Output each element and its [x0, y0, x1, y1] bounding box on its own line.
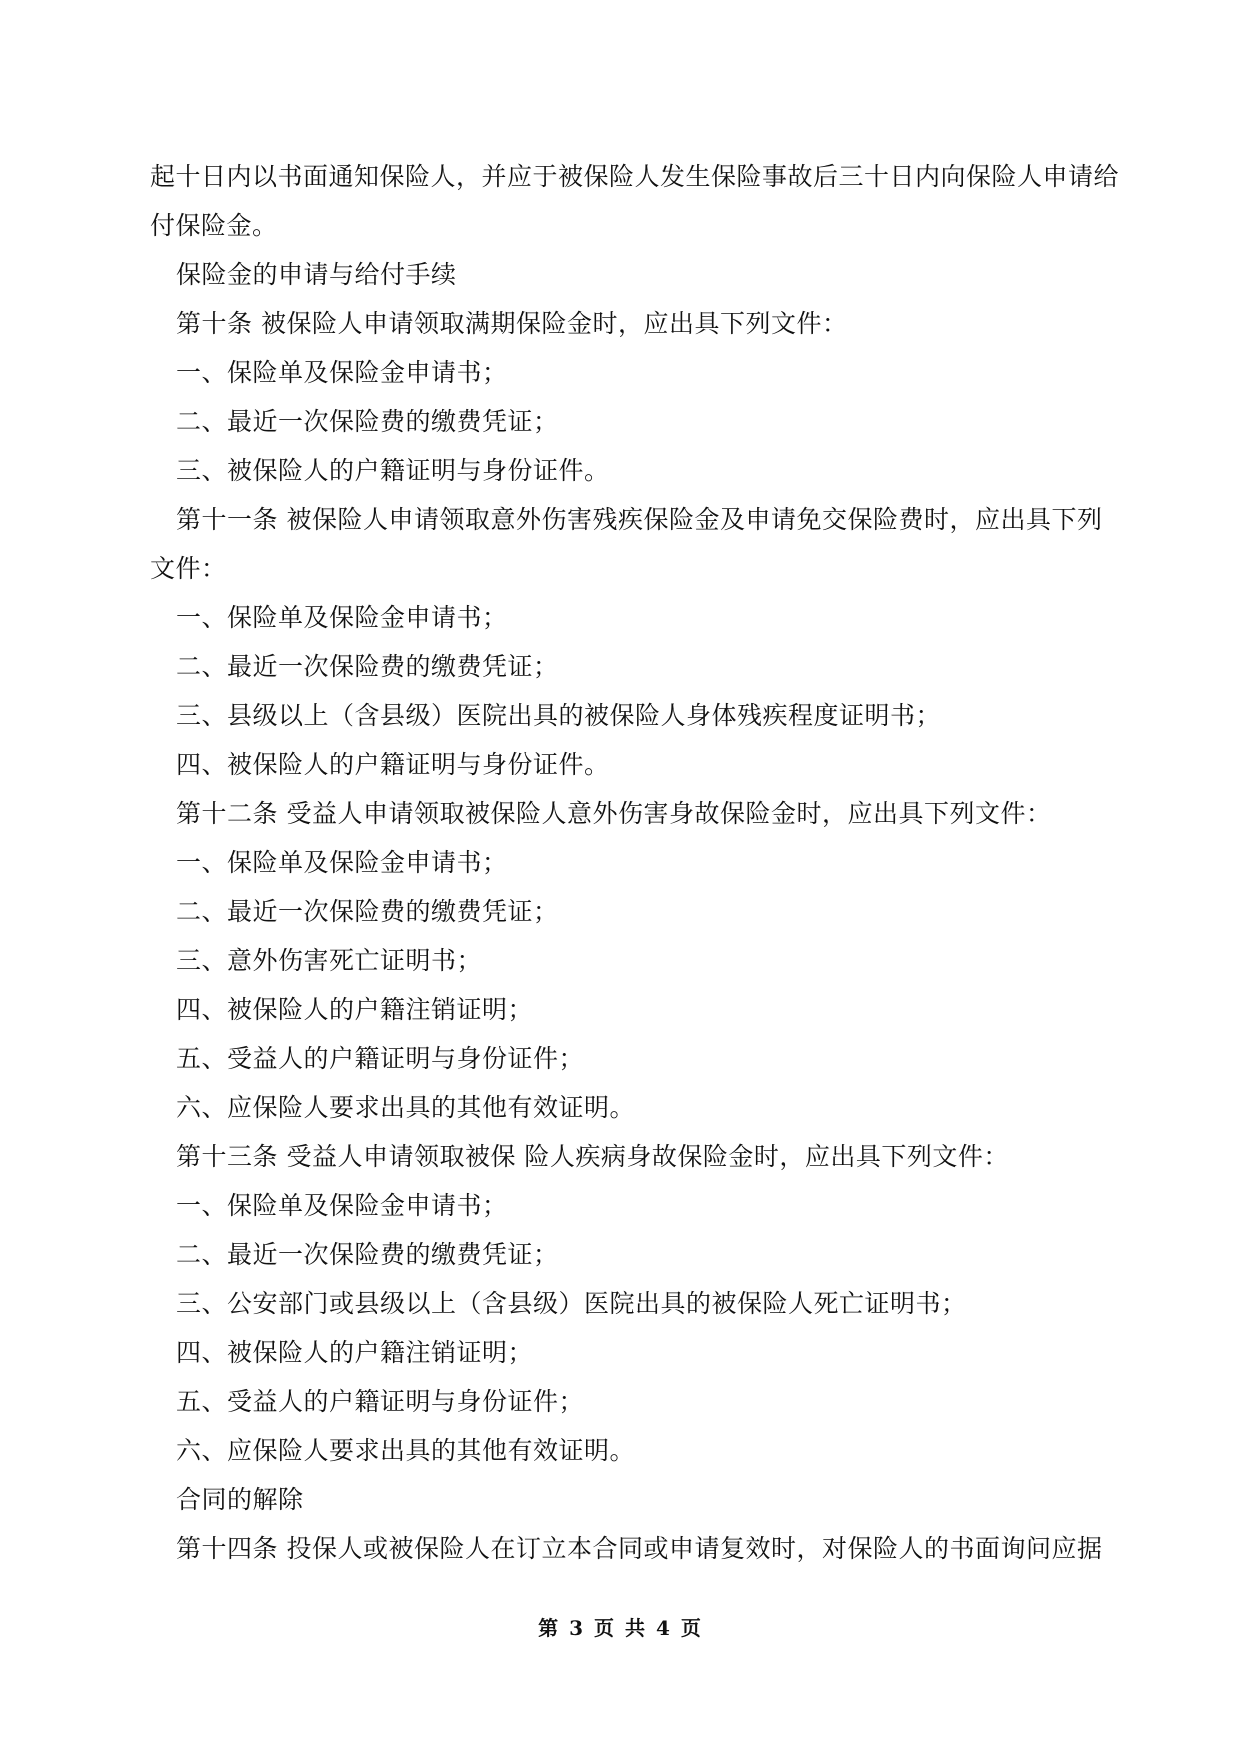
list-item: 四、被保险人的户籍证明与身份证件。 [176, 750, 610, 779]
list-item: 三、意外伤害死亡证明书； [176, 946, 483, 975]
article-line: 第十条 被保险人申请领取满期保险金时，应出具下列文件： [176, 309, 848, 338]
article-line: 第十三条 受益人申请领取被保 险人疾病身故保险金时，应出具下列文件： [176, 1142, 1009, 1171]
text-line: 付保险金。 [150, 211, 278, 240]
section-heading: 保险金的申请与给付手续 [176, 260, 457, 289]
list-item: 一、保险单及保险金申请书； [176, 603, 508, 632]
list-item: 五、受益人的户籍证明与身份证件； [176, 1044, 585, 1073]
list-item: 一、保险单及保险金申请书； [176, 1191, 508, 1220]
list-item: 六、应保险人要求出具的其他有效证明。 [176, 1093, 636, 1122]
list-item: 一、保险单及保险金申请书； [176, 358, 508, 387]
article-line: 第十二条 受益人申请领取被保险人意外伤害身故保险金时，应出具下列文件： [176, 799, 1052, 828]
section-heading: 合同的解除 [176, 1485, 304, 1514]
text-line: 起十日内以书面通知保险人，并应于被保险人发生保险事故后三十日内向保险人申请给 [150, 162, 1120, 191]
list-item: 二、最近一次保险费的缴费凭证； [176, 897, 559, 926]
article-line: 第十一条 被保险人申请领取意外伤害残疾保险金及申请免交保险费时，应出具下列 [176, 505, 1103, 534]
list-item: 三、县级以上（含县级）医院出具的被保险人身体残疾程度证明书； [176, 701, 942, 730]
page-number-footer: 第 3 页 共 4 页 [538, 1616, 703, 1640]
list-item: 四、被保险人的户籍注销证明； [176, 995, 534, 1024]
list-item: 五、受益人的户籍证明与身份证件； [176, 1387, 585, 1416]
list-item: 三、被保险人的户籍证明与身份证件。 [176, 456, 610, 485]
document-body [150, 152, 1120, 1573]
list-item: 一、保险单及保险金申请书； [176, 848, 508, 877]
list-item: 二、最近一次保险费的缴费凭证； [176, 1240, 559, 1269]
article-line: 第十四条 投保人或被保险人在订立本合同或申请复效时，对保险人的书面询问应据 [176, 1534, 1103, 1563]
list-item: 六、应保险人要求出具的其他有效证明。 [176, 1436, 636, 1465]
text-line: 文件： [150, 554, 227, 583]
list-item: 三、公安部门或县级以上（含县级）医院出具的被保险人死亡证明书； [176, 1289, 967, 1318]
list-item: 四、被保险人的户籍注销证明； [176, 1338, 534, 1367]
list-item: 二、最近一次保险费的缴费凭证； [176, 652, 559, 681]
list-item: 二、最近一次保险费的缴费凭证； [176, 407, 559, 436]
